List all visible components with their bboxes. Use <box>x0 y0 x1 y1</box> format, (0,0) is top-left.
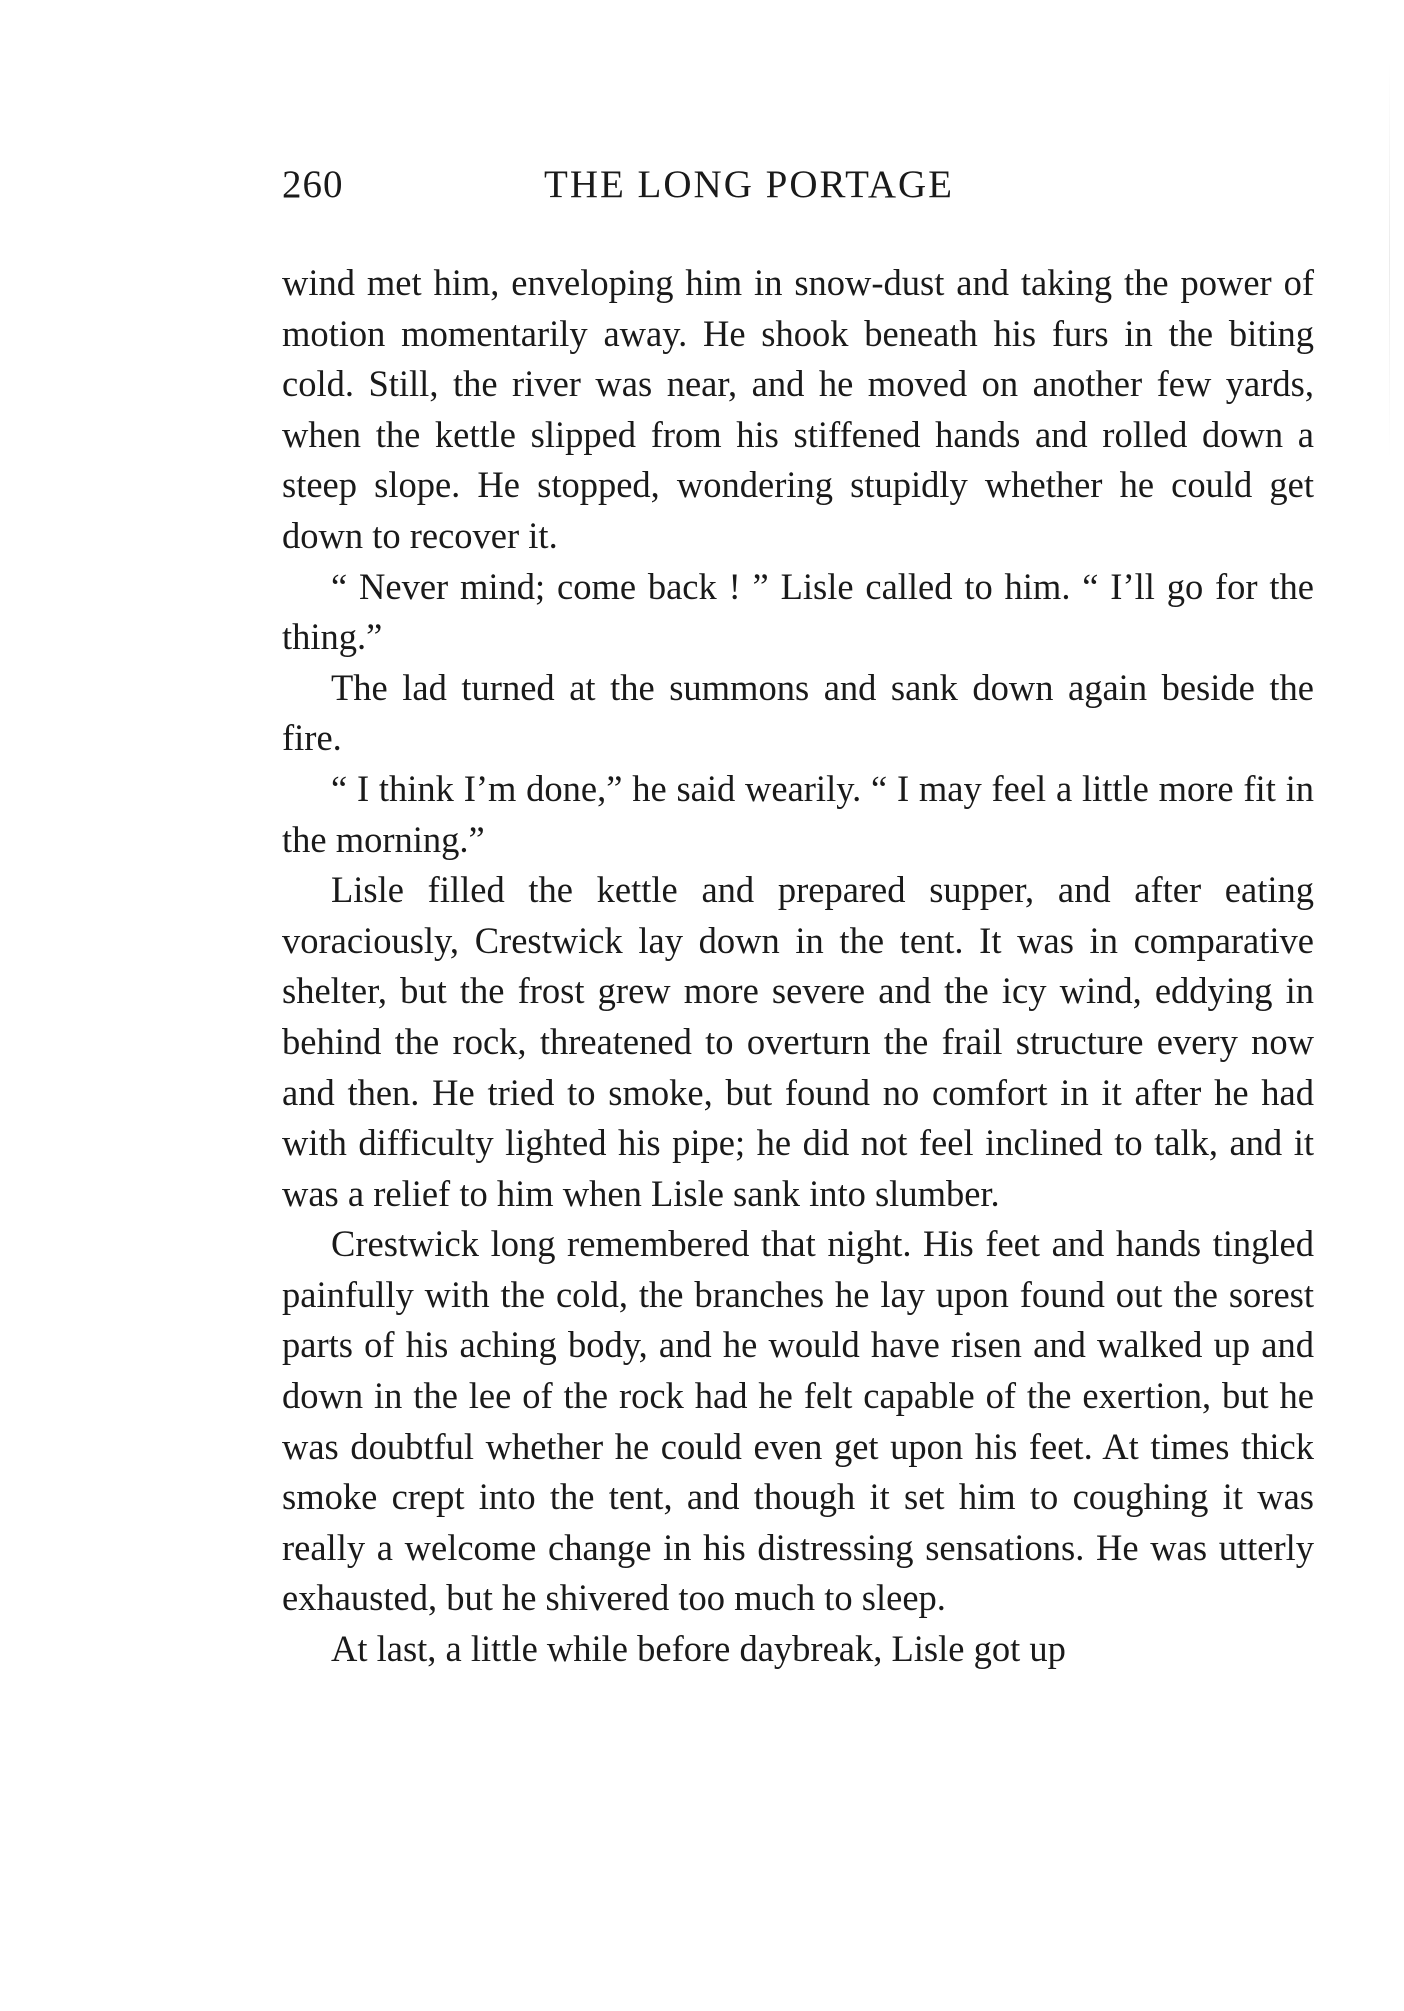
paragraph: At last, a little while before daybreak, Lisle got up <box>331 1628 1066 1670</box>
paragraph: Crestwick long remembered that night. His feet and hands tingled painfully with the cold, the branches he lay upon found out the sorest parts of his aching body, and he would have risen and walked up and down in the lee of the rock had he felt capable of the exertion, but he was doubtful whether he could even get upon his feet. At times thick smoke crept into the tent, and though it set him to coughing it was really a welcome change in his distressing sensations. He was utterly exhausted, but he shivered too much to sleep. <box>282 1223 1314 1619</box>
paragraph: “ I think I’m done,” he said wearily. “ I may feel a little more fit in the morning.” <box>282 767 1314 860</box>
paragraph: “ Never mind; come back ! ” Lisle called to him. “ I’ll go for the thing.” <box>282 565 1314 658</box>
paragraph-continuation: wind met him, enveloping him in snow-dust and taking the power of motion momentarily away. He shook beneath his furs in the biting cold. Still, the river was near, and he moved on another few yards, when the kettle slipped from his stiffened hands and rolled down a steep slope. He stopped, wondering stupidly whether he could get down to recover it. <box>282 262 1314 556</box>
page-number: 260 <box>282 163 344 206</box>
body-text <box>282 258 1314 1675</box>
paragraph: Lisle filled the kettle and prepared supper, and after eating voraciously, Crestwick lay down in the tent. It was in comparative shelter, but the frost grew more severe and the icy wind, eddying in behind the rock, threatened to overturn the frail structure every now and then. He tried to smoke, but found no comfort in it after he had with difficulty lighted his pipe; he did not feel inclined to talk, and it was a relief to him when Lisle sank into slumber. <box>282 869 1314 1214</box>
paragraph: The lad turned at the summons and sank down again beside the fire. <box>282 666 1314 759</box>
running-title: THE LONG PORTAGE <box>544 163 955 206</box>
scan-edge-shadow <box>1389 60 1390 460</box>
running-head <box>282 162 1312 222</box>
